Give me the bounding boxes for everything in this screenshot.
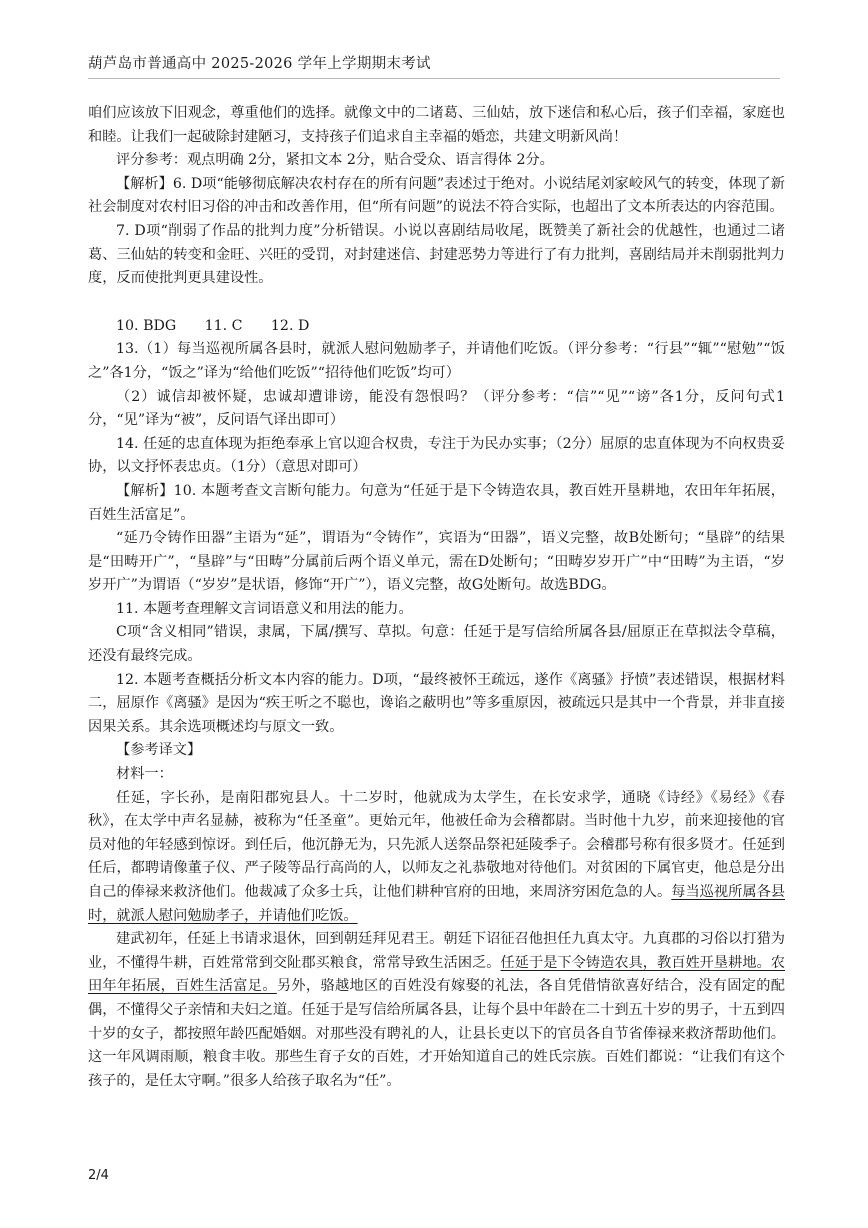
answer-q14: 14. 任延的忠直体现为拒绝奉承上官以迎合权贵，专注于为民办实事；（2分）屈原的忠直体现为不向权贵妥协，以文抒怀表忠贞。（1分）（意思对即可） [88,435,785,476]
answer-q13-1: 13.（1）每当巡视所属各县时，就派人慰问勉励孝子，并请他们吃饭。（评分参考：“行县”“辄”“慰勉”“饭之”各1分，“饭之”译为“给他们吃饭”“招待他们吃饭”均可） [88,341,785,381]
analysis-q10-paragraph: 【解析】10. 本题考查文言断句能力。句意为“任延于是下令铸造农具，教百姓开垦耕地，农田年年拓展，百姓生活富足”。 [88,482,785,523]
analysis-q6-paragraph: 【解析】6. D项“能够彻底解决农村存在的所有问题”表述过于绝对。小说结尾刘家峧风气的转变，体现了新社会制度对农村旧习俗的冲击和改善作用，但“所有问题”的说法不符合实际，也超出了文本所表达的内容范围。 [88,175,785,216]
translation-paragraph-1 [88,787,785,929]
material-one-label: 材料一： [116,766,173,783]
translation-text: 另外，骆越地区的百姓没有嫁娶的礼法，各自凭借情欲喜好结合，没有固定的配偶，不懂得父子亲情和夫妇之道。任延于是写信给所属各县，让每个县中年龄在二十到五十岁的男子，十五到四十岁的女子，都按照年龄匹配婚姻。对那些没有聘礼的人，让县长吏以下的官员各自节省俸禄来救济帮助他们。这一年风调雨顺，粮食丰收。那些生育子女的百姓，才开始知道自己的姓氏宗族。百姓们都说：“让我们有这个孩子的，是任太守啊。”很多人给孩子取名为“任”。 [88,978,785,1089]
analysis-q12-paragraph: 12. 本题考查概括分析文本内容的能力。D项，“最终被怀王疏远，遂作《离骚》抒愤”表述错误，根据材料二，屈原作《离骚》是因为“疾王听之不聪也，谗谄之蔽明也”等多重原因，被疏远只是其中一个背景，并非直接因果关系。其余选项概述均与原文一致。 [88,671,785,735]
analysis-q7-paragraph: 7. D项“削弱了作品的批判力度”分析错误。小说以喜剧结局收尾，既赞美了新社会的优越性，也通过二诸葛、三仙姑的转变和金旺、兴旺的受罚，对封建迷信、封建恶势力等进行了有力批判，喜剧结局并未削弱批判力度，反而使批判更具建设性。 [88,222,785,287]
page-header: 葫芦岛市普通高中 2025-2026 学年上学期期末考试 [88,56,431,72]
page-number: 2/4 [88,1168,109,1183]
essay-conclusion-paragraph: 咱们应该放下旧观念，尊重他们的选择。就像文中的二诸葛、三仙姑，放下迷信和私心后，孩子们幸福，家庭也和睦。让我们一起破除封建陋习，支持孩子们追求自主幸福的婚恋，共建文明新风尚！ [88,105,785,145]
translation-heading: 【参考译文】 [116,742,202,759]
underlined-translation: 任延于是下令铸造农具，教百姓开垦耕地。农田年年拓展，百姓生活富足。 [88,954,785,995]
analysis-q10-detail: “延乃令铸作田器”主语为“延”，谓语为“令铸作”，宾语为“田器”，语义完整，故B处断句；“垦辟”的结果是“田畴开广”，“垦辟”与“田畴”分属前后两个语义单元，需在D处断句；“田畴岁岁开广”中“田畴”为主语，“岁岁开广”为谓语（“岁岁”是状语，修饰“开广”），语义完整，故G处断句。故选BDG。 [88,530,785,594]
answers-q10-12: 10. BDG 11. C 12. D [116,317,310,334]
translation-paragraph-2 [88,928,785,1093]
analysis-q11-paragraph: 11. 本题考查理解文言词语意义和用法的能力。 [116,600,413,617]
section-gap [88,291,785,315]
answer-q13-2: （2）诚信却被怀疑，忠诚却遭诽谤，能没有怨恨吗？（评分参考：“信”“见”“谤”各1分，反问句式1分，“见”译为“被”，反问语气译出即可） [88,388,785,429]
answer-content [88,102,785,1093]
translation-text: 建武初年，任延上书请求退休，回到朝廷拜见君王。朝廷下诏征召他担任九真太守。九真郡的习俗以打猎为业，不懂得牛耕，百姓常常到交阯郡买粮食，常常导致生活困乏。 [88,931,785,971]
scoring-reference-paragraph: 评分参考：观点明确 2分，紧扣文本 2分，贴合受众、语言得体 2分。 [116,152,554,169]
header-divider [88,78,780,79]
analysis-q11-detail: C项“含义相同”错误，隶属，下属/撰写、草拟。句意：任延于是写信给所属各县/屈原正在草拟法令草稿，还没有最终完成。 [88,624,785,665]
translation-text: 任延，字长孙，是南阳郡宛县人。十二岁时，他就成为太学生，在长安求学，通晓《诗经》《易经》《春秋》，在太学中声名显赫，被称为“任圣童”。更始元年，他被任命为会稽都尉。当时他十九岁，前来迎接他的官员对他的年轻感到惊讶。到任后，他沉静无为，只先派人送祭品祭祀延陵季子。会稽郡号称有很多贤才。任延到任后，都聘请像董子仪、严子陵等品行高尚的人，以师友之礼恭敬地对待他们。对贫困的下属官吏，他总是分出自己的俸禄来救济他们。他裁减了众多士兵，让他们耕种官府的田地，来周济穷困危急的人。 [88,789,785,900]
underlined-translation: 每当巡视所属各县时，就派人慰问勉励孝子，并请他们吃饭。 [88,884,785,924]
